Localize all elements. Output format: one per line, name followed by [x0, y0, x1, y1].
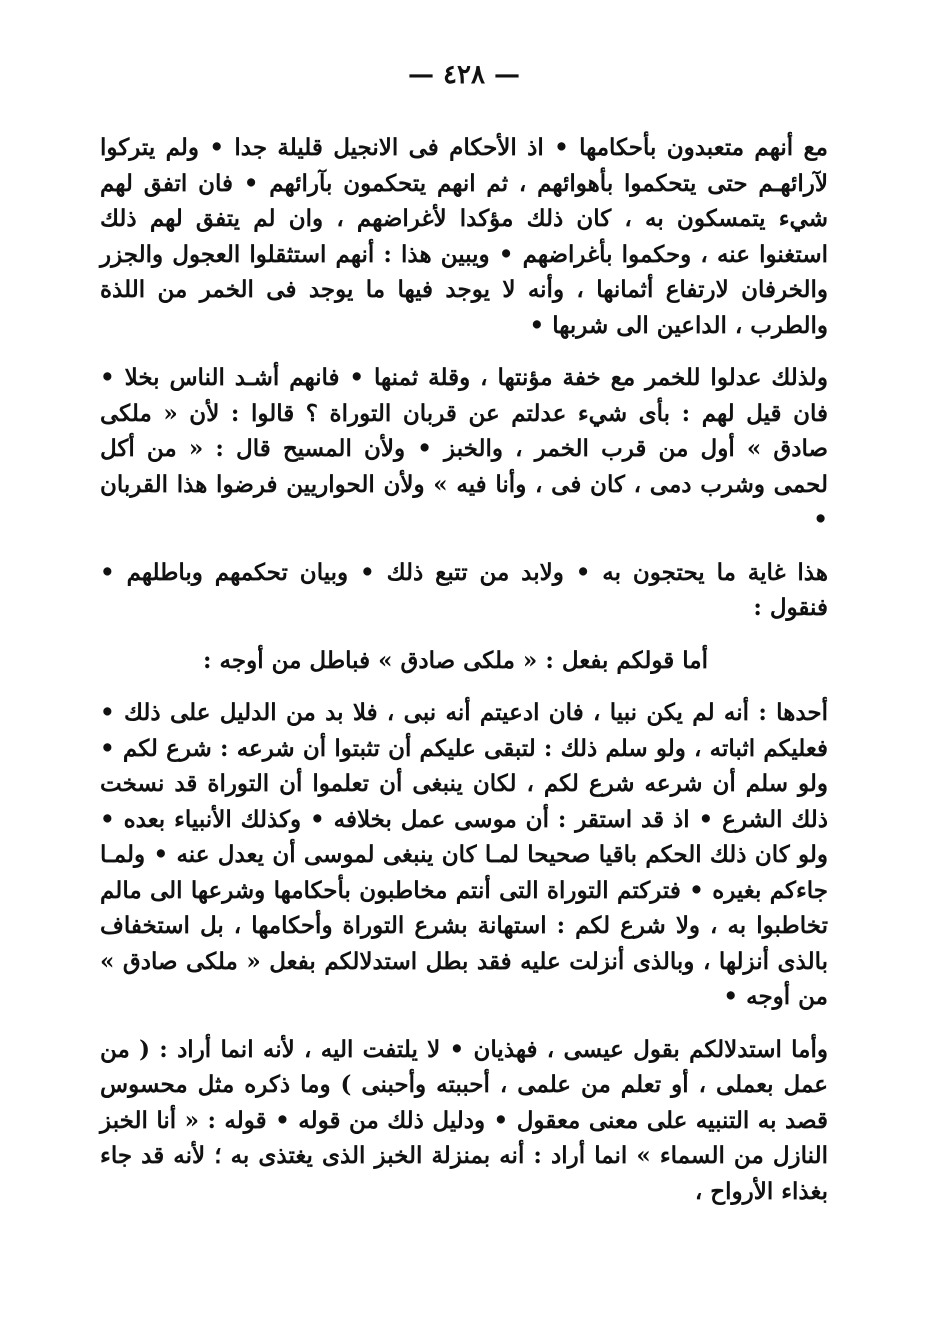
lead-word: أحدها : [758, 699, 828, 726]
paragraph-2: ولذلك عدلوا للخمر مع خفة مؤنتها ، وقلة ثمنها • فانهم أشـد الناس بخلا • فان قيل لهم : بأى شيء عدلتم عن قربان التوراة ؟ قالوا : لأن « ملكى صادق » أول من قرب الخمر ، والخبز • ولأن المسيح قال : « من أكل لحمى وشرب دمى ، كان فى ، وأنا فيه » ولأن الحواريين فرضوا هذا القربان • [100, 364, 828, 533]
paragraph-1: مع أنهم متعبدون بأحكامها • اذ الأحكام فى الانجيل قليلة جدا • ولم يتركوا لآرائهـم حتى يتحكموا بأهوائهم ، ثم انهم يتحكمون بآرائهم • فان اتفق لهم شيء يتمسكون به ، كان ذلك مؤكدا لأغراضهم ، وان لم يتفق لهم ذلك استغنوا عنه ، وحكموا بأغراضهم • ويبين هذا : أنهم استثقلوا العجول والجزر والخرفان لارتفاع أثمانها ، وأنه لا يوجد فيها ما يوجد فى الخمر من اللذة والطرب ، الداعين الى شربها • [100, 134, 828, 339]
page-number: — ٤٢٨ — [407, 60, 521, 90]
paragraph-4: أما قولكم بفعل : « ملكى صادق » فباطل من أوجه : [203, 646, 708, 674]
paragraph-5 [100, 695, 828, 1015]
paragraph-3: هذا غاية ما يحتجون به • ولابد من تتبع ذلك • وبيان تحكمهم وباطلهم • فنقول : [100, 558, 828, 621]
paragraph-6: وأما استدلالكم بقول عيسى ، فهذيان • لا يلتفت اليه ، لأنه انما أراد : ( من عمل بعملى ، أو تعلم من علمى ، أحببته وأحبنى ) وما ذكره مثل محسوس قصد به التنبيه على معنى معقول • ودليل ذلك من قوله • قوله : « أنا الخبز النازل من السماء » انما أراد : أنه بمنزلة الخبز الذى يغتذى به ؛ لأنه قد جاء بغذاء الأرواح ، [100, 1035, 828, 1205]
paragraph-5-text: أنه لم يكن نبيا ، فان ادعيتم أنه نبى ، فلا بد من الدليل على ذلك • فعليكم اثباته ، ولو سلم ذلك : لتبقى عليكم أن تثبتوا أن شرعه : شرع لكم • ولو سلم أن شرعه شرع لكم ، لكان ينبغى أن تعلموا أن التوراة قد نسخت ذلك الشرع • اذ قد استقر : أن موسى عمل بخلافه • وكذلك الأنبياء بعده • ولو كان ذلك الحكم باقيا صحيحا لمـا كان ينبغى لموسى أن يعدل عنه • ولمـا جاءكم بغيره • فتركتم التوراة التى أنتم مخاطبون بأحكامها وشرعها الى مالم تخاطبوا به ، ولا شرع لكم : استهانة بشرع التوراة وأحكامها ، بل استخفاف بالذى أنزلها ، وبالذى أنزلت عليه فقد بطل استدلالكم بفعل « ملكى صادق » من أوجه • [100, 699, 828, 1010]
